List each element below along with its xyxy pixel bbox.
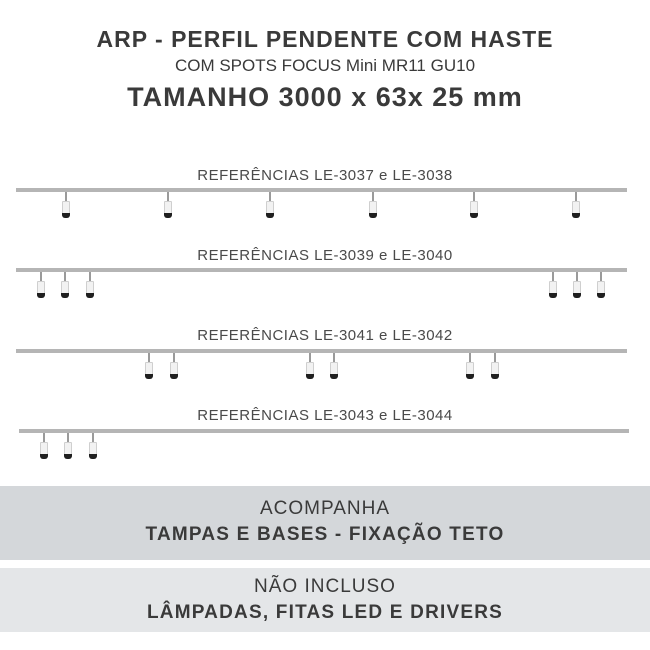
spot-icon <box>573 272 581 300</box>
spot-icon <box>572 192 580 220</box>
spot-icon <box>330 353 338 381</box>
spot-icon <box>86 272 94 300</box>
not-included-items: LÂMPADAS, FITAS LED E DRIVERS <box>146 602 504 623</box>
spot-icon <box>61 272 69 300</box>
spot-icon <box>369 192 377 220</box>
spot-icon <box>470 192 478 220</box>
included-items: TAMPAS E BASES - FIXAÇÃO TETO <box>145 524 505 545</box>
config-4-rail <box>19 429 629 433</box>
spot-icon <box>37 272 45 300</box>
spot-icon <box>266 192 274 220</box>
spot-icon <box>40 433 48 461</box>
spot-icon <box>549 272 557 300</box>
spot-icon <box>597 272 605 300</box>
product-title: ARP - PERFIL PENDENTE COM HASTE <box>96 26 554 52</box>
spot-icon <box>466 353 474 381</box>
spot-icon <box>89 433 97 461</box>
config-3-reference: REFERÊNCIAS LE-3041 e LE-3042 <box>197 327 453 344</box>
spot-icon <box>164 192 172 220</box>
config-2-rail <box>16 268 627 272</box>
config-1-rail <box>16 188 627 192</box>
spot-icon <box>64 433 72 461</box>
spot-icon <box>306 353 314 381</box>
spot-icon <box>491 353 499 381</box>
spot-icon <box>170 353 178 381</box>
not-included-panel <box>0 568 650 632</box>
config-1-reference: REFERÊNCIAS LE-3037 e LE-3038 <box>197 167 453 184</box>
product-size: TAMANHO 3000 x 63x 25 mm <box>127 82 523 112</box>
not-included-label: NÃO INCLUSO <box>254 576 396 597</box>
included-panel <box>0 486 650 560</box>
spot-icon <box>145 353 153 381</box>
product-subtitle: COM SPOTS FOCUS Mini MR11 GU10 <box>174 56 476 75</box>
spot-icon <box>62 192 70 220</box>
config-4-reference: REFERÊNCIAS LE-3043 e LE-3044 <box>197 407 453 424</box>
config-3-rail <box>16 349 627 353</box>
included-label: ACOMPANHA <box>259 498 391 519</box>
config-2-reference: REFERÊNCIAS LE-3039 e LE-3040 <box>197 247 453 264</box>
